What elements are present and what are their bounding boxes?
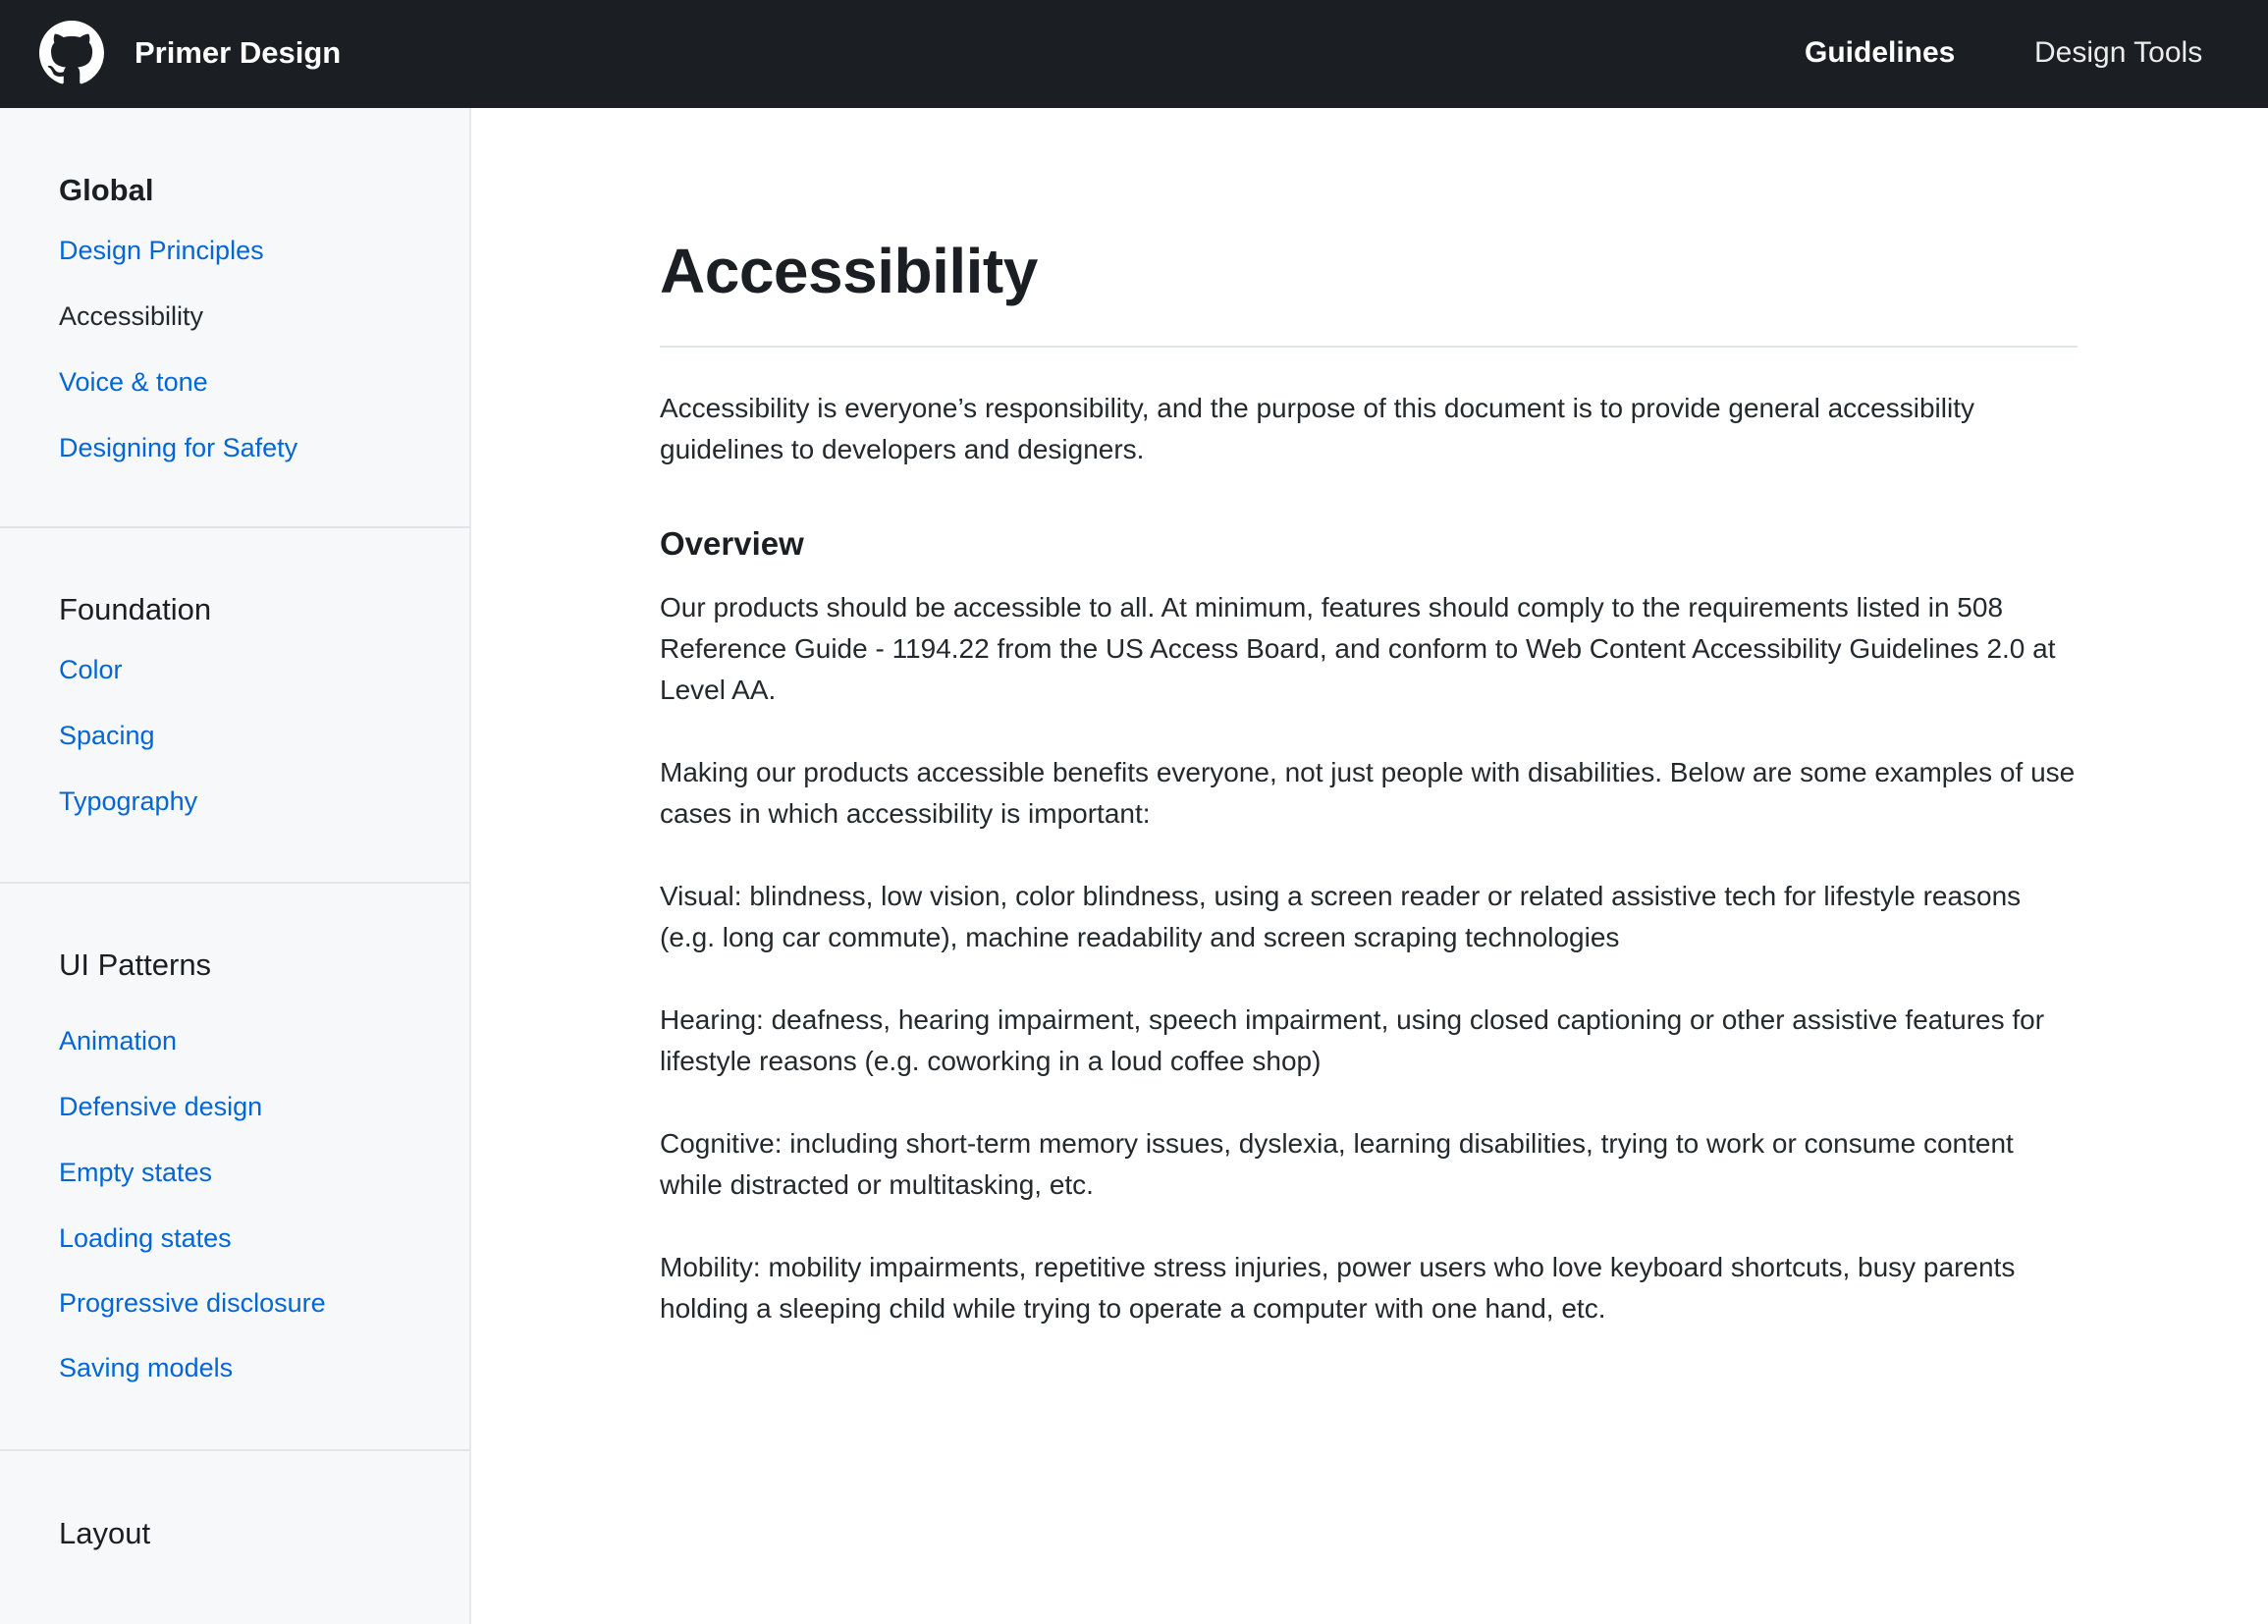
sidebar-divider [0,882,469,884]
paragraph-benefits: Making our products accessible benefits everyone, not just people with disabilities. Below are some examples of use cases in which accessibility is important: [660,757,2076,829]
sidebar-item-design-principles[interactable]: Design Principles [59,236,264,265]
sidebar-item-voice-tone[interactable]: Voice & tone [59,367,208,397]
top-navigation-bar [0,0,2268,108]
sidebar-section-ui-patterns: UI Patterns [59,947,212,982]
title-divider [660,346,2078,348]
overview-heading: Overview [660,525,804,562]
sidebar-item-saving-models[interactable]: Saving models [59,1353,234,1382]
sidebar-item-color[interactable]: Color [59,655,123,684]
sidebar-item-typography[interactable]: Typography [59,786,198,816]
sidebar-item-loading-states[interactable]: Loading states [59,1223,232,1253]
nav-design-tools[interactable]: Design Tools [2034,36,2203,69]
paragraph-cognitive: Cognitive: including short-term memory issues, dyslexia, learning disabilities, trying to work or consume content while distracted or multitasking, etc. [660,1128,2014,1200]
paragraph-requirements: Our products should be accessible to all. At minimum, features should comply to the requirements listed in 508 Reference Guide - 1194.22 from the US Access Board, and conform to Web Content Accessibility Guidelines 2.0 at Level AA. [660,592,2056,705]
paragraph-mobility: Mobility: mobility impairments, repetitive stress injuries, power users who love keyboard shortcuts, busy parents holding a sleeping child while trying to operate a computer with one hand, etc. [660,1252,2016,1324]
brand-title[interactable]: Primer Design [135,35,342,70]
sidebar-item-defensive-design[interactable]: Defensive design [59,1092,263,1121]
sidebar-section-layout: Layout [59,1516,151,1550]
paragraph-visual: Visual: blindness, low vision, color blindness, using a screen reader or related assistive tech for lifestyle reasons (e.g. long car commute), machine readability and screen scraping technologies [660,881,2022,952]
page-title: Accessibility [660,236,1038,306]
sidebar-section-foundation: Foundation [59,592,212,626]
sidebar-item-designing-for-safety[interactable]: Designing for Safety [59,433,298,462]
sidebar-divider [0,1449,469,1451]
sidebar-item-progressive-disclosure[interactable]: Progressive disclosure [59,1288,326,1318]
sidebar-item-animation[interactable]: Animation [59,1026,178,1056]
github-logo-icon[interactable] [39,21,104,85]
sidebar-item-empty-states[interactable]: Empty states [59,1158,213,1187]
sidebar-item-spacing[interactable]: Spacing [59,721,155,750]
sidebar-divider [0,526,469,528]
intro-paragraph: Accessibility is everyone’s responsibility, and the purpose of this document is to provide general accessibility guidelines to developers and designers. [660,393,1974,464]
nav-guidelines[interactable]: Guidelines [1805,36,1956,69]
sidebar-item-accessibility[interactable]: Accessibility [59,301,204,331]
sidebar [0,108,471,1624]
sidebar-section-global: Global [59,173,154,207]
paragraph-hearing: Hearing: deafness, hearing impairment, speech impairment, using closed captioning or other assistive features for lifestyle reasons (e.g. coworking in a loud coffee shop) [660,1004,2045,1076]
